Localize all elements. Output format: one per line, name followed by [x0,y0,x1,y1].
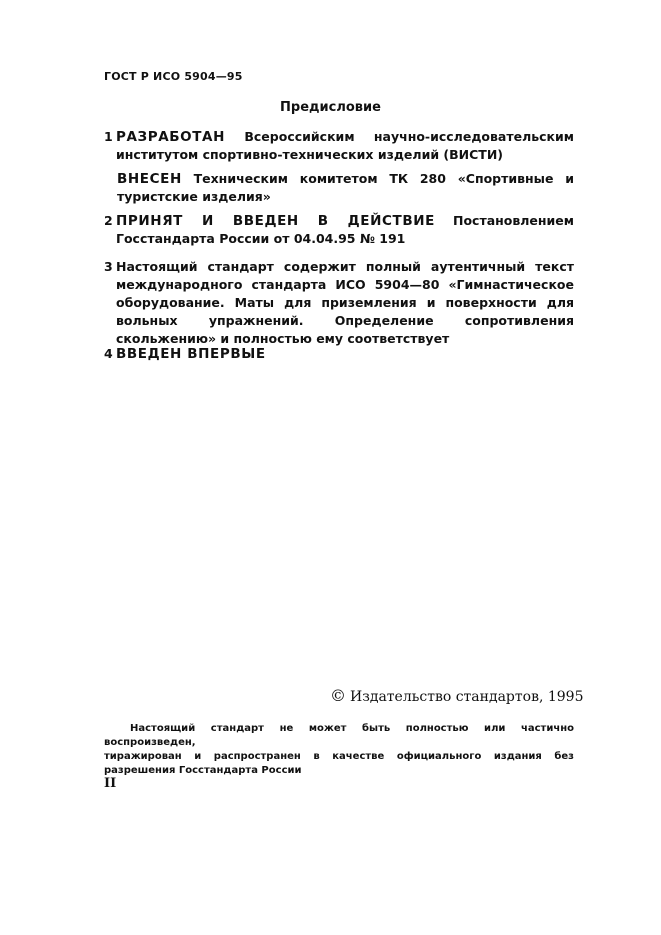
preface-title: Предисловие [280,100,381,115]
item-lead: ВНЕСЕН [117,171,182,187]
copyright-text: Издательство стандартов, 1995 [350,689,584,705]
preface-subitem-submitted [117,170,574,206]
item-lead: ВВЕДЕН ВПЕРВЫЕ [116,346,266,362]
item-lead: РАЗРАБОТАН [116,129,225,145]
reproduction-notice [104,722,574,778]
preface-item-3 [104,258,574,348]
item-number: 4 [104,346,113,361]
preface-item-4 [104,345,574,363]
item-text: Техническим комитетом ТК 280 «Спортивные и туристские изделия» [117,171,574,204]
notice-text-rest: тиражирован и распространен в качестве официального издания без разрешения Госстандарта России [104,751,574,776]
page-number: II [104,776,117,791]
item-text: Настоящий стандарт содержит полный аутентичный текст международного стандарта ИСО 5904—80 «Гимнастическое оборудование. Маты для приземления и поверхности для вольных упражнений. Определение сопротивления скольжению» и полностью ему соответствует [116,259,574,346]
copyright-line [330,686,583,705]
item-number: 3 [104,259,113,274]
item-number: 2 [104,213,113,228]
copyright-symbol: © [330,686,346,705]
item-text: Всероссийским научно-исследовательским институтом спортивно-технических изделий (ВИСТИ) [116,129,574,162]
preface-item-2 [104,212,574,248]
notice-line-1: Настоящий стандарт не может быть полностью или частично воспроизведен, [104,723,574,748]
item-number: 1 [104,129,113,144]
preface-item-1 [104,128,574,164]
item-lead: ПРИНЯТ И ВВЕДЕН В ДЕЙСТВИЕ [116,213,435,229]
item-text: Постановлением Госстандарта России от 04.04.95 № 191 [116,213,574,246]
document-header: ГОСТ Р ИСО 5904—95 [104,70,243,83]
